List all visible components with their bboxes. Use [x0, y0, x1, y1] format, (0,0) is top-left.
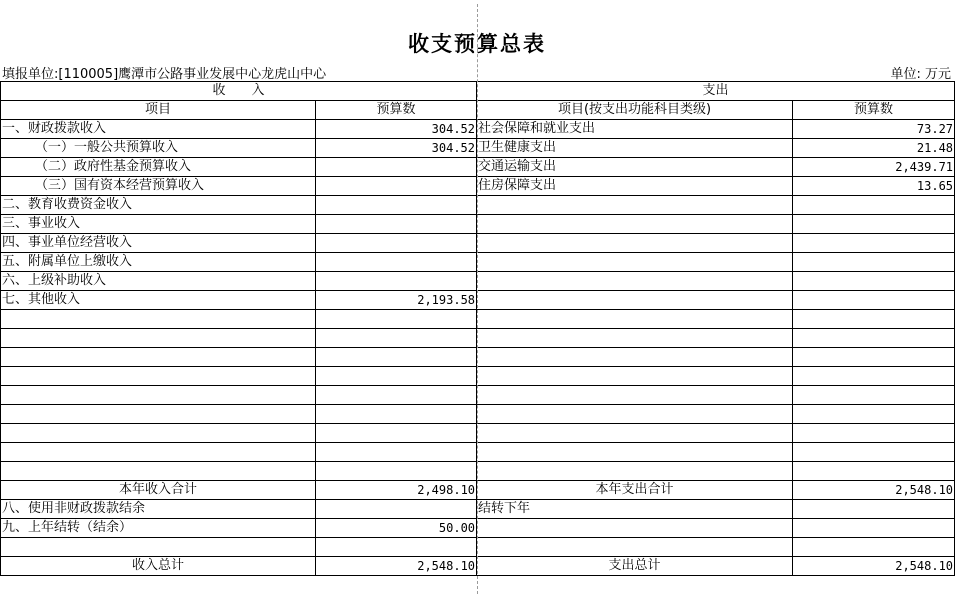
expense-value-cell	[793, 424, 955, 443]
year-expense-label: 本年支出合计	[477, 481, 793, 500]
year-income-label: 本年收入合计	[1, 481, 316, 500]
income-total-label: 收入总计	[1, 557, 316, 576]
expense-value-cell: 13.65	[793, 177, 955, 196]
income-item-cell	[1, 386, 316, 405]
income-item-cell: 一、财政拨款收入	[1, 120, 316, 139]
reporting-unit: 填报单位:[110005]鹰潭市公路事业发展中心龙虎山中心	[2, 67, 327, 82]
expense-item-cell	[477, 462, 793, 481]
income-value-cell	[316, 443, 477, 462]
income-value-cell	[316, 196, 477, 215]
income-value-cell	[316, 310, 477, 329]
expense-value-cell	[793, 329, 955, 348]
expense-total-value: 2,548.10	[793, 557, 955, 576]
income-value-cell: 2,193.58	[316, 291, 477, 310]
income-value-cell	[316, 272, 477, 291]
income-item-cell	[1, 443, 316, 462]
nonfiscal-value	[316, 500, 477, 519]
expense-value-cell	[793, 462, 955, 481]
expense-budget-header: 预算数	[793, 101, 955, 120]
expense-item-cell	[477, 424, 793, 443]
income-value-cell	[316, 329, 477, 348]
expense-value-cell: 73.27	[793, 120, 955, 139]
last-carry-label: 九、上年结转（结余）	[1, 519, 316, 538]
year-expense-value: 2,548.10	[793, 481, 955, 500]
empty-cell	[793, 519, 955, 538]
income-item-cell: 七、其他收入	[1, 291, 316, 310]
year-income-value: 2,498.10	[316, 481, 477, 500]
expense-value-cell	[793, 348, 955, 367]
income-item-cell	[1, 405, 316, 424]
last-carry-value: 50.00	[316, 519, 477, 538]
income-total-value: 2,548.10	[316, 557, 477, 576]
income-value-cell: 304.52	[316, 120, 477, 139]
carry-next-value	[793, 500, 955, 519]
expense-item-cell	[477, 367, 793, 386]
income-value-cell	[316, 215, 477, 234]
nonfiscal-label: 八、使用非财政拨款结余	[1, 500, 316, 519]
income-item-cell: （一）一般公共预算收入	[1, 139, 316, 158]
page-title: 收支预算总表	[408, 31, 546, 56]
income-item-cell: （二）政府性基金预算收入	[1, 158, 316, 177]
expense-value-cell	[793, 291, 955, 310]
empty-cell	[793, 538, 955, 557]
income-item-cell: 六、上级补助收入	[1, 272, 316, 291]
expense-item-cell	[477, 196, 793, 215]
carry-next-label: 结转下年	[477, 500, 793, 519]
income-value-cell	[316, 348, 477, 367]
income-value-cell	[316, 234, 477, 253]
income-item-cell	[1, 348, 316, 367]
income-item-header: 项目	[1, 101, 316, 120]
income-item-cell	[1, 462, 316, 481]
expense-value-cell	[793, 367, 955, 386]
expense-item-cell	[477, 234, 793, 253]
income-item-cell	[1, 424, 316, 443]
income-budget-header: 预算数	[316, 101, 477, 120]
empty-cell	[1, 538, 316, 557]
currency-unit: 单位: 万元	[890, 67, 951, 82]
expense-item-cell	[477, 405, 793, 424]
expense-total-label: 支出总计	[477, 557, 793, 576]
expense-value-cell	[793, 196, 955, 215]
expense-item-cell	[477, 253, 793, 272]
expense-item-cell: 卫生健康支出	[477, 139, 793, 158]
expense-value-cell	[793, 272, 955, 291]
expense-item-cell	[477, 386, 793, 405]
expense-section-header: 支出	[477, 82, 955, 101]
expense-item-cell	[477, 272, 793, 291]
income-value-cell	[316, 158, 477, 177]
expense-value-cell	[793, 215, 955, 234]
expense-item-cell	[477, 348, 793, 367]
expense-value-cell	[793, 386, 955, 405]
expense-item-cell	[477, 329, 793, 348]
expense-item-cell	[477, 291, 793, 310]
income-value-cell	[316, 253, 477, 272]
expense-value-cell: 21.48	[793, 139, 955, 158]
income-item-cell	[1, 329, 316, 348]
income-value-cell	[316, 367, 477, 386]
empty-cell	[477, 519, 793, 538]
expense-item-cell	[477, 215, 793, 234]
income-value-cell	[316, 462, 477, 481]
expense-value-cell	[793, 234, 955, 253]
income-item-cell: （三）国有资本经营预算收入	[1, 177, 316, 196]
income-value-cell	[316, 177, 477, 196]
expense-value-cell	[793, 310, 955, 329]
empty-cell	[316, 538, 477, 557]
income-value-cell	[316, 386, 477, 405]
expense-value-cell	[793, 253, 955, 272]
income-value-cell	[316, 405, 477, 424]
expense-item-header: 项目(按支出功能科目类级)	[477, 101, 793, 120]
expense-value-cell	[793, 443, 955, 462]
expense-item-cell: 社会保障和就业支出	[477, 120, 793, 139]
expense-item-cell: 住房保障支出	[477, 177, 793, 196]
income-item-cell: 二、教育收费资金收入	[1, 196, 316, 215]
expense-value-cell	[793, 405, 955, 424]
income-section-header: 收 入	[1, 82, 477, 101]
income-value-cell: 304.52	[316, 139, 477, 158]
empty-cell	[477, 538, 793, 557]
income-value-cell	[316, 424, 477, 443]
income-item-cell	[1, 310, 316, 329]
income-item-cell: 五、附属单位上缴收入	[1, 253, 316, 272]
income-item-cell: 三、事业收入	[1, 215, 316, 234]
expense-item-cell	[477, 443, 793, 462]
expense-item-cell	[477, 310, 793, 329]
income-item-cell: 四、事业单位经营收入	[1, 234, 316, 253]
expense-value-cell: 2,439.71	[793, 158, 955, 177]
expense-item-cell: 交通运输支出	[477, 158, 793, 177]
page-break-line	[477, 4, 478, 594]
income-item-cell	[1, 367, 316, 386]
